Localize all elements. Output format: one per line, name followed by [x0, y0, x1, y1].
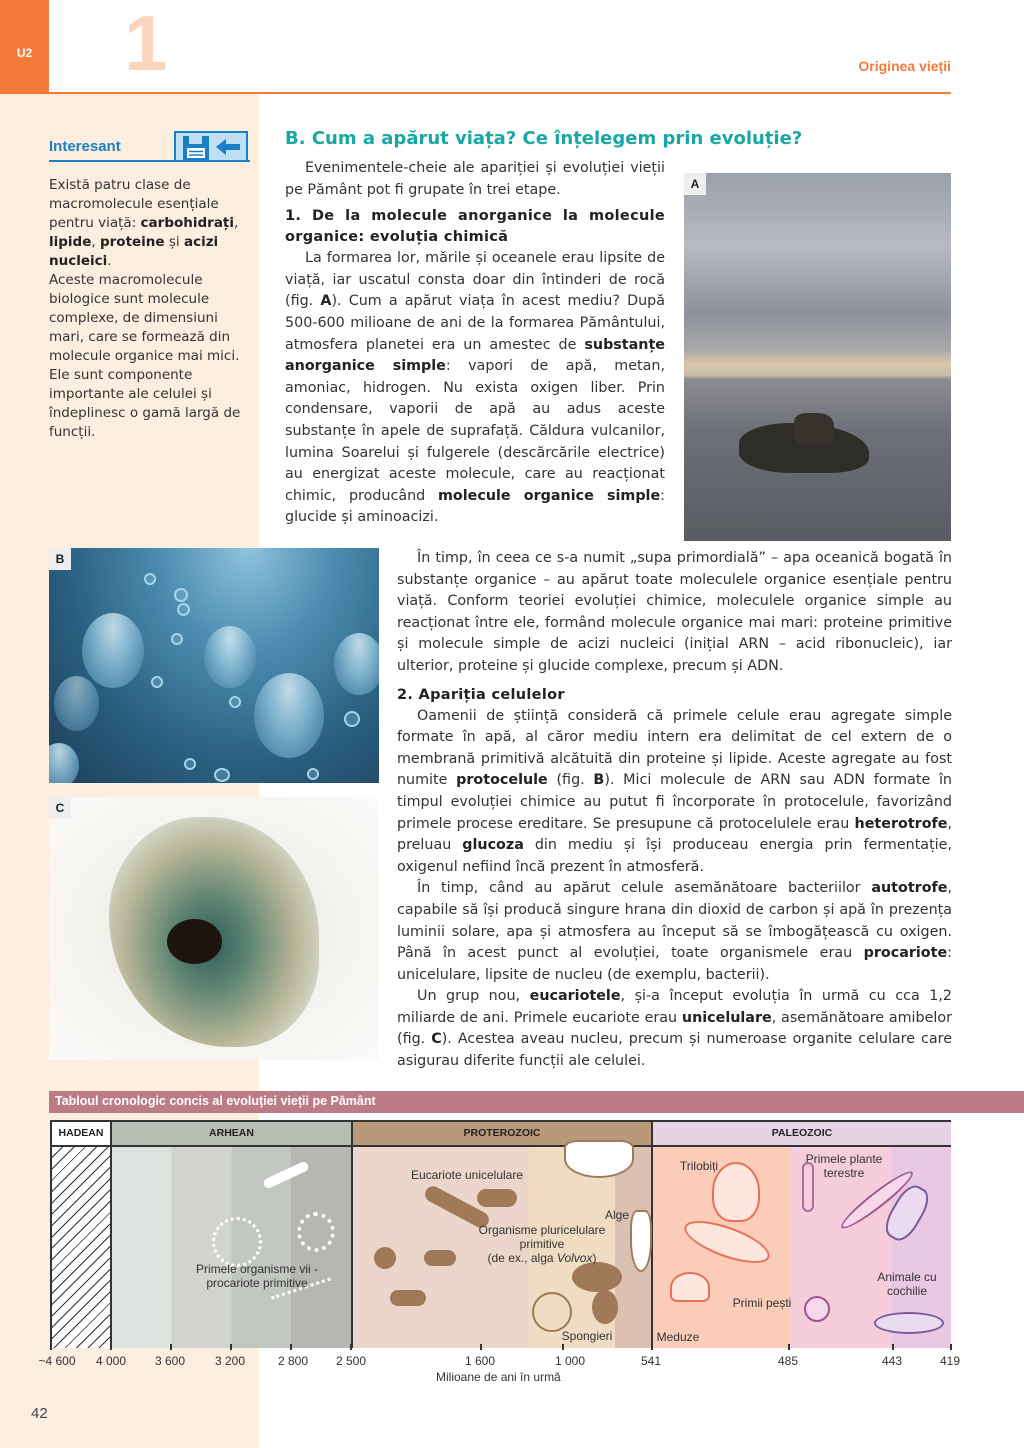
protocell [204, 626, 256, 688]
text-run: : unicelulare, lipsite de nucleu (de exemplu, bacterii). [397, 945, 952, 983]
figure-a-photo [684, 173, 951, 541]
tick-mark [950, 1344, 952, 1350]
label-eukaryotes: Eucariote unicelulare [410, 1168, 524, 1182]
fossil-disk-icon [572, 1262, 622, 1292]
bold-term: autotrofe [871, 880, 948, 897]
ciliate-icon [390, 1290, 426, 1306]
tick-mark [651, 1344, 653, 1350]
jellyfish-icon [670, 1272, 710, 1302]
protocell [254, 673, 324, 758]
tick-label: 3 600 [154, 1354, 186, 1368]
subsection-2-title: 2. Apariția celulelor [397, 686, 565, 703]
text-run: Un grup nou, [417, 988, 530, 1005]
bold-term: C [431, 1031, 442, 1048]
text-run: din mediu și își produceau energia prin fermentație, oxigenul nefiind încă prezent în atmosferă. [397, 837, 952, 875]
bold-term: heterotrofe [854, 815, 948, 832]
shelled-animal-icon [874, 1312, 944, 1334]
bold-term: protocelule [456, 772, 548, 789]
label-multicellular-line-3: (de ex., alga [487, 1251, 557, 1265]
text-run: Aceste macromolecule biologice sunt molecule complexe, de dimensiuni mari, care se formează din molecule organice mai mici. Ele sunt componente importante ale celulei și îndeplinesc o gamă largă de funcții. [49, 272, 241, 440]
bubble [144, 573, 156, 585]
sponge-icon [592, 1290, 618, 1324]
bold-term: B [593, 772, 605, 789]
text-run: (fig. [547, 772, 594, 789]
protocell [54, 676, 99, 731]
section-title: B. Cum a apărut viața? Ce înțelegem prin evoluție? [285, 128, 803, 149]
label-first-fish: Primii pești [732, 1296, 792, 1310]
page-number: 42 [31, 1405, 48, 1422]
rock-peak [794, 413, 834, 443]
text-run: ). Cum a apărut viața în acest mediu? După 500-600 milioane de ani de la formarea Pământului, atmosfera planetei era un amestec de [285, 293, 666, 353]
sidebar-box-text [49, 176, 249, 442]
sidebar-box-divider [49, 160, 250, 162]
bold-term: eucariotele [529, 988, 621, 1005]
bold-term: A [320, 293, 332, 310]
text-run: ). Acestea aveau nucleu, precum și numeroase organite celulare care asigurau diferite funcții ale celulei. [397, 1031, 953, 1070]
tick-mark [892, 1344, 894, 1350]
tick-label: 419 [939, 1354, 961, 1368]
sidebar-paragraph-1 [49, 176, 249, 271]
text-run: , preluau [397, 815, 952, 854]
era-body-hadean [52, 1147, 112, 1348]
chapter-title: Originea vieții [858, 58, 951, 74]
bubble [184, 758, 196, 770]
bold-term: lipide [49, 234, 92, 250]
timeline-chart [50, 1120, 951, 1348]
bubble [344, 711, 360, 727]
text-run: La formarea lor, mările și oceanele erau lipsite de viață, iar uscatul consta doar din întinderi de rocă (fig. [285, 250, 665, 310]
subsection-2-paragraph-1 [397, 706, 952, 879]
bubble [177, 603, 190, 616]
timeline-title: Tabloul cronologic concis al evoluției vieții pe Pământ [55, 1094, 376, 1108]
bold-term: glucoza [462, 837, 524, 854]
bacteria-spiral-icon [212, 1217, 262, 1267]
era-header-proterozoic: PROTEROZOIC [353, 1122, 653, 1147]
text-run: , [234, 215, 239, 231]
tick-mark [562, 1344, 564, 1350]
round-cell-icon [374, 1247, 396, 1269]
tick-mark [110, 1344, 112, 1350]
algae-icon [564, 1140, 634, 1178]
label-multicellular-line-2: primitive [519, 1237, 565, 1251]
bubble [214, 768, 230, 782]
label-multicellular-close: ) [592, 1251, 597, 1265]
sidebar-box-title: Interesant [49, 138, 121, 155]
subsection-1-paragraph-2: În timp, în ceea ce s-a numit „supa primordială” – apa oceanică bogată în substanțe organice – au apărut toate moleculele organice esențiale pentru viață. Conform teoriei evoluției chimice, moleculele organice simple au reacționat între ele, formând molecule organice mai mari: proteine primitive și molecule simple de acizi nucleici (inițial ARN – acid ribonucleic), iar ulterior, proteine și glucide complexe, precum și ADN. [397, 550, 952, 674]
tick-label: 4 000 [95, 1354, 127, 1368]
figure-b-label: B [49, 548, 71, 570]
bold-term: carbohidrați [140, 215, 235, 231]
label-algae: Alge [604, 1208, 630, 1222]
label-shelled-animals: Animale cu cochilie [877, 1270, 937, 1298]
amoeba-nucleus [167, 919, 222, 964]
bubble [171, 633, 183, 645]
floppy-disk-arrow-icon [174, 131, 248, 162]
era-header-paleozoic: PALEOZOIC [653, 1122, 951, 1147]
era-header-arhean: ARHEAN [112, 1122, 353, 1147]
subsection-1-title: 1. De la molecule anorganice la molecule organice: evoluția chimică [285, 208, 665, 246]
tick-label: 2 800 [277, 1354, 309, 1368]
tick-label: 485 [777, 1354, 799, 1368]
bacteria-cluster-icon [297, 1212, 335, 1252]
figure-c-photo [49, 797, 379, 1060]
label-jellyfish: Meduze [656, 1330, 700, 1344]
label-volvox-italic: Volvox [556, 1251, 593, 1265]
bubble [151, 676, 163, 688]
label-multicellular [457, 1223, 627, 1265]
paramecium-icon [477, 1189, 517, 1207]
intro-paragraph: Evenimentele-cheie ale apariției și evoluției vieții pe Pământ pot fi grupate în trei etape. [285, 160, 665, 198]
lesson-number: 1 [124, 0, 168, 87]
tick-label: 3 200 [214, 1354, 246, 1368]
text-run: Oamenii de știință consideră că primele celule erau agregate simple formate în apă, al căror mediu intern era delimitat de cel extern de o membrană primitivă alcătuită din proteine și lipide. Aceste agregate au fost numite [397, 707, 952, 789]
tick-mark [170, 1344, 172, 1350]
unit-tab [0, 0, 49, 94]
tick-mark [230, 1344, 232, 1350]
bold-term: proteine [99, 234, 165, 250]
figure-b-photo [49, 548, 379, 783]
text-run: : glucide și aminoacizi. [285, 487, 665, 526]
subsection-1-paragraph-1 [285, 248, 665, 529]
label-multicellular-line-1: Organisme pluricelulare [478, 1223, 606, 1237]
subsection-2-paragraph-3 [397, 986, 952, 1072]
text-run: În timp, când au apărut celule asemănătoare bacteriilor [417, 880, 872, 897]
tick-label: 541 [640, 1354, 662, 1368]
tick-label: ~4 600 [38, 1354, 76, 1368]
protocell [334, 633, 379, 695]
label-trilobites: Trilobiți [679, 1159, 719, 1173]
timeline-axis-title: Milioane de ani în urmă [436, 1370, 561, 1384]
trilobite-icon [712, 1162, 760, 1222]
text-run: ). Mici molecule de ARN sau ADN formate în timpul evoluției chimice au putut fi încorporate în protocelule, favorizând primele procese ereditare. Se presupune că protocelulele erau [397, 772, 952, 832]
figure-c-label: C [49, 797, 71, 819]
tick-label: 443 [881, 1354, 903, 1368]
label-sponges: Spongieri [561, 1329, 613, 1343]
ammonite-icon [804, 1296, 830, 1322]
bold-term: unicelulare [681, 1009, 772, 1026]
subsection-2-paragraph-2 [397, 878, 952, 986]
text-run: , capabile să își producă singure hrana din dioxid de carbon și apă în prezența luminii solare, apa și atmosfera au început să se îmbogățească cu oxigen. Până în acest punct al evoluției, toate organismele erau [397, 880, 952, 962]
flagellate-icon [424, 1250, 456, 1266]
tick-label: 1 000 [554, 1354, 586, 1368]
protocell [82, 613, 144, 688]
unit-label: U2 [16, 46, 33, 60]
sidebar-paragraph-2 [49, 271, 249, 442]
figure-a-label: A [684, 173, 706, 195]
bold-term: substanțe anorganice simple [285, 336, 665, 375]
era-header-hadean: HADEAN [52, 1122, 112, 1147]
text-run: , [91, 234, 100, 250]
plant-icon [802, 1162, 814, 1212]
bold-term: acizi nucleici [49, 234, 219, 269]
main-text-column-2 [397, 548, 952, 1073]
tick-mark [788, 1344, 790, 1350]
tick-mark [50, 1344, 52, 1350]
tick-mark [480, 1344, 482, 1350]
text-run: . [107, 253, 112, 269]
bubble [307, 768, 319, 780]
bubble [174, 588, 188, 602]
tick-label: 2 500 [335, 1354, 367, 1368]
bubble [229, 696, 241, 708]
tick-mark [290, 1344, 292, 1350]
volvox-icon [532, 1292, 572, 1332]
label-prokaryotes: Primele organisme vii - procariote primitive [195, 1262, 319, 1290]
timeline-title-banner [49, 1091, 1024, 1113]
bold-term: molecule organice simple [438, 487, 661, 504]
label-first-plants: Primele plante terestre [805, 1152, 883, 1180]
tick-label: 1 600 [464, 1354, 496, 1368]
protocell [49, 743, 79, 783]
text-run: , asemănătoare amibelor (fig. [397, 1009, 952, 1048]
bold-term: procariote [863, 945, 948, 962]
text-run: : vapori de apă, metan, amoniac, hidrogen. Nu exista oxigen liber. Prin condensare, vaporii de apă au adus aceste substanțe în apele de suprafață. Căldura vulcanilor, lumina Soarelui și fulgerele (descărcările electrice) au energizat aceste molecule, care au reacționat chimic, producând [285, 358, 665, 504]
text-run: și [164, 234, 184, 250]
tick-mark [350, 1344, 352, 1350]
text-run: , și-a început evoluția în urmă cu cca 1,2 miliarde de ani. Primele eucariote erau [397, 988, 952, 1026]
main-text-column-1 [285, 158, 665, 529]
text-run: Există patru clase de macromolecule esențiale pentru viață: [49, 177, 219, 231]
